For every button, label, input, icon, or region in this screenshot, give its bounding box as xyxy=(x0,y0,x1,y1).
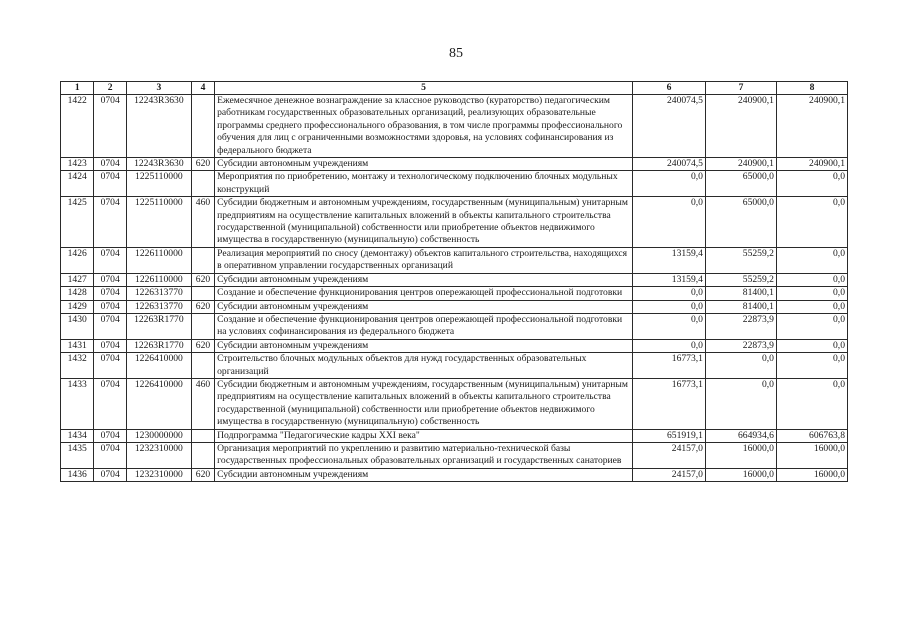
expense-type-code: 460 xyxy=(191,378,214,429)
target-article-code: 1226410000 xyxy=(126,378,191,429)
section-code: 0704 xyxy=(94,158,126,171)
row-name: Ежемесячное денежное вознаграждение за классное руководство (кураторство) педагогическим работникам государственных образовательных организаций, реализующих образовательные программы среднего профессионального образования, в том числе программы профессионального обучения для лиц с ограниченными возможностями здоровья, на условиях софинансирования из федерального бюджета xyxy=(215,95,633,158)
section-code: 0704 xyxy=(94,171,126,197)
row-number: 1424 xyxy=(61,171,94,197)
column-header: 6 xyxy=(632,82,705,95)
amount-col-8: 0,0 xyxy=(776,273,847,286)
target-article-code: 12243R3630 xyxy=(126,95,191,158)
row-number: 1436 xyxy=(61,468,94,481)
row-name: Субсидии автономным учреждениям xyxy=(215,468,633,481)
amount-col-8: 0,0 xyxy=(776,300,847,313)
section-code: 0704 xyxy=(94,378,126,429)
table-row xyxy=(61,287,848,300)
amount-col-8: 0,0 xyxy=(776,378,847,429)
expense-type-code: 620 xyxy=(191,339,214,352)
amount-col-6: 0,0 xyxy=(632,313,705,339)
section-code: 0704 xyxy=(94,95,126,158)
header-row xyxy=(61,82,848,95)
table-row xyxy=(61,273,848,286)
expense-type-code: 620 xyxy=(191,468,214,481)
section-code: 0704 xyxy=(94,313,126,339)
amount-col-8: 16000,0 xyxy=(776,468,847,481)
table-row xyxy=(61,247,848,273)
amount-col-6: 0,0 xyxy=(632,339,705,352)
row-number: 1422 xyxy=(61,95,94,158)
amount-col-7: 22873,9 xyxy=(705,339,776,352)
column-header: 7 xyxy=(705,82,776,95)
amount-col-8: 0,0 xyxy=(776,287,847,300)
amount-col-6: 24157,0 xyxy=(632,442,705,468)
amount-col-7: 55259,2 xyxy=(705,273,776,286)
expense-type-code xyxy=(191,247,214,273)
amount-col-8: 606763,8 xyxy=(776,429,847,442)
row-number: 1431 xyxy=(61,339,94,352)
row-name: Субсидии бюджетным и автономным учреждениям, государственным (муниципальным) унитарным предприятиям на осуществление капитальных вложений в объекты капитального строительства государственной (муниципальной) собственности или приобретение объектов недвижимого имущества в государственную (муниципальную) собственность xyxy=(215,197,633,248)
table-row xyxy=(61,442,848,468)
row-name: Реализация мероприятий по сносу (демонтажу) объектов капитального строительства, находящихся в оперативном управлении государственных организаций xyxy=(215,247,633,273)
row-number: 1426 xyxy=(61,247,94,273)
expense-type-code: 620 xyxy=(191,158,214,171)
amount-col-8: 240900,1 xyxy=(776,158,847,171)
expense-type-code xyxy=(191,171,214,197)
row-name: Субсидии автономным учреждениям xyxy=(215,158,633,171)
expense-type-code xyxy=(191,313,214,339)
target-article-code: 1226110000 xyxy=(126,273,191,286)
amount-col-8: 0,0 xyxy=(776,353,847,379)
section-code: 0704 xyxy=(94,287,126,300)
target-article-code: 1232310000 xyxy=(126,468,191,481)
target-article-code: 1226313770 xyxy=(126,300,191,313)
target-article-code: 12263R1770 xyxy=(126,313,191,339)
table-row xyxy=(61,197,848,248)
budget-table xyxy=(60,81,848,482)
expense-type-code xyxy=(191,287,214,300)
section-code: 0704 xyxy=(94,300,126,313)
section-code: 0704 xyxy=(94,468,126,481)
amount-col-6: 651919,1 xyxy=(632,429,705,442)
amount-col-8: 16000,0 xyxy=(776,442,847,468)
section-code: 0704 xyxy=(94,273,126,286)
row-number: 1434 xyxy=(61,429,94,442)
column-header: 2 xyxy=(94,82,126,95)
row-number: 1432 xyxy=(61,353,94,379)
amount-col-6: 24157,0 xyxy=(632,468,705,481)
table-row xyxy=(61,468,848,481)
table-row xyxy=(61,313,848,339)
table-body xyxy=(61,95,848,482)
section-code: 0704 xyxy=(94,429,126,442)
amount-col-6: 16773,1 xyxy=(632,378,705,429)
page-number: 85 xyxy=(449,46,463,61)
column-header: 3 xyxy=(126,82,191,95)
amount-col-7: 240900,1 xyxy=(705,158,776,171)
section-code: 0704 xyxy=(94,339,126,352)
expense-type-code xyxy=(191,95,214,158)
column-header: 4 xyxy=(191,82,214,95)
target-article-code: 1225110000 xyxy=(126,171,191,197)
amount-col-8: 0,0 xyxy=(776,171,847,197)
section-code: 0704 xyxy=(94,353,126,379)
expense-type-code xyxy=(191,353,214,379)
amount-col-7: 81400,1 xyxy=(705,300,776,313)
column-header: 1 xyxy=(61,82,94,95)
amount-col-6: 0,0 xyxy=(632,197,705,248)
amount-col-6: 13159,4 xyxy=(632,247,705,273)
row-number: 1428 xyxy=(61,287,94,300)
expense-type-code: 620 xyxy=(191,273,214,286)
amount-col-6: 240074,5 xyxy=(632,95,705,158)
row-name: Создание и обеспечение функционирования центров опережающей профессиональной подготовки xyxy=(215,287,633,300)
amount-col-8: 240900,1 xyxy=(776,95,847,158)
amount-col-6: 13159,4 xyxy=(632,273,705,286)
amount-col-7: 65000,0 xyxy=(705,171,776,197)
expense-type-code: 460 xyxy=(191,197,214,248)
column-header: 5 xyxy=(215,82,633,95)
row-name: Субсидии автономным учреждениям xyxy=(215,273,633,286)
target-article-code: 1230000000 xyxy=(126,429,191,442)
row-name: Создание и обеспечение функционирования центров опережающей профессиональной подготовки на условиях софинансирования из федерального бюджета xyxy=(215,313,633,339)
row-number: 1427 xyxy=(61,273,94,286)
target-article-code: 1232310000 xyxy=(126,442,191,468)
row-number: 1433 xyxy=(61,378,94,429)
amount-col-7: 65000,0 xyxy=(705,197,776,248)
section-code: 0704 xyxy=(94,247,126,273)
row-number: 1423 xyxy=(61,158,94,171)
amount-col-7: 16000,0 xyxy=(705,442,776,468)
row-name: Мероприятия по приобретению, монтажу и технологическому подключению блочных модульных конструкций xyxy=(215,171,633,197)
column-header: 8 xyxy=(776,82,847,95)
amount-col-7: 22873,9 xyxy=(705,313,776,339)
table-header xyxy=(61,82,848,95)
target-article-code: 12263R1770 xyxy=(126,339,191,352)
target-article-code: 12243R3630 xyxy=(126,158,191,171)
amount-col-6: 16773,1 xyxy=(632,353,705,379)
expense-type-code: 620 xyxy=(191,300,214,313)
amount-col-7: 55259,2 xyxy=(705,247,776,273)
amount-col-8: 0,0 xyxy=(776,339,847,352)
row-number: 1435 xyxy=(61,442,94,468)
row-name: Строительство блочных модульных объектов для нужд государственных образовательных организаций xyxy=(215,353,633,379)
amount-col-6: 0,0 xyxy=(632,171,705,197)
row-name: Субсидии автономным учреждениям xyxy=(215,300,633,313)
amount-col-6: 240074,5 xyxy=(632,158,705,171)
table-row xyxy=(61,158,848,171)
expense-type-code xyxy=(191,442,214,468)
row-name: Субсидии бюджетным и автономным учреждениям, государственным (муниципальным) унитарным предприятиям на осуществление капитальных вложений в объекты капитального строительства государственной (муниципальной) собственности или приобретение объектов недвижимого имущества в государственную (муниципальную) собственность xyxy=(215,378,633,429)
table-row xyxy=(61,429,848,442)
amount-col-8: 0,0 xyxy=(776,197,847,248)
row-name: Подпрограмма "Педагогические кадры XXI века" xyxy=(215,429,633,442)
row-name: Организация мероприятий по укреплению и развитию материально-технической базы государственных профессиональных образовательных организаций и государственных санаториев xyxy=(215,442,633,468)
amount-col-6: 0,0 xyxy=(632,300,705,313)
amount-col-7: 664934,6 xyxy=(705,429,776,442)
target-article-code: 1226410000 xyxy=(126,353,191,379)
target-article-code: 1226110000 xyxy=(126,247,191,273)
row-number: 1429 xyxy=(61,300,94,313)
target-article-code: 1226313770 xyxy=(126,287,191,300)
amount-col-8: 0,0 xyxy=(776,247,847,273)
section-code: 0704 xyxy=(94,442,126,468)
row-number: 1430 xyxy=(61,313,94,339)
target-article-code: 1225110000 xyxy=(126,197,191,248)
amount-col-6: 0,0 xyxy=(632,287,705,300)
amount-col-7: 81400,1 xyxy=(705,287,776,300)
table-row xyxy=(61,353,848,379)
amount-col-7: 0,0 xyxy=(705,378,776,429)
row-number: 1425 xyxy=(61,197,94,248)
table-row xyxy=(61,171,848,197)
row-name: Субсидии автономным учреждениям xyxy=(215,339,633,352)
table-row xyxy=(61,339,848,352)
amount-col-7: 16000,0 xyxy=(705,468,776,481)
section-code: 0704 xyxy=(94,197,126,248)
expense-type-code xyxy=(191,429,214,442)
table-row xyxy=(61,300,848,313)
amount-col-8: 0,0 xyxy=(776,313,847,339)
amount-col-7: 0,0 xyxy=(705,353,776,379)
amount-col-7: 240900,1 xyxy=(705,95,776,158)
table-row xyxy=(61,95,848,158)
table-row xyxy=(61,378,848,429)
